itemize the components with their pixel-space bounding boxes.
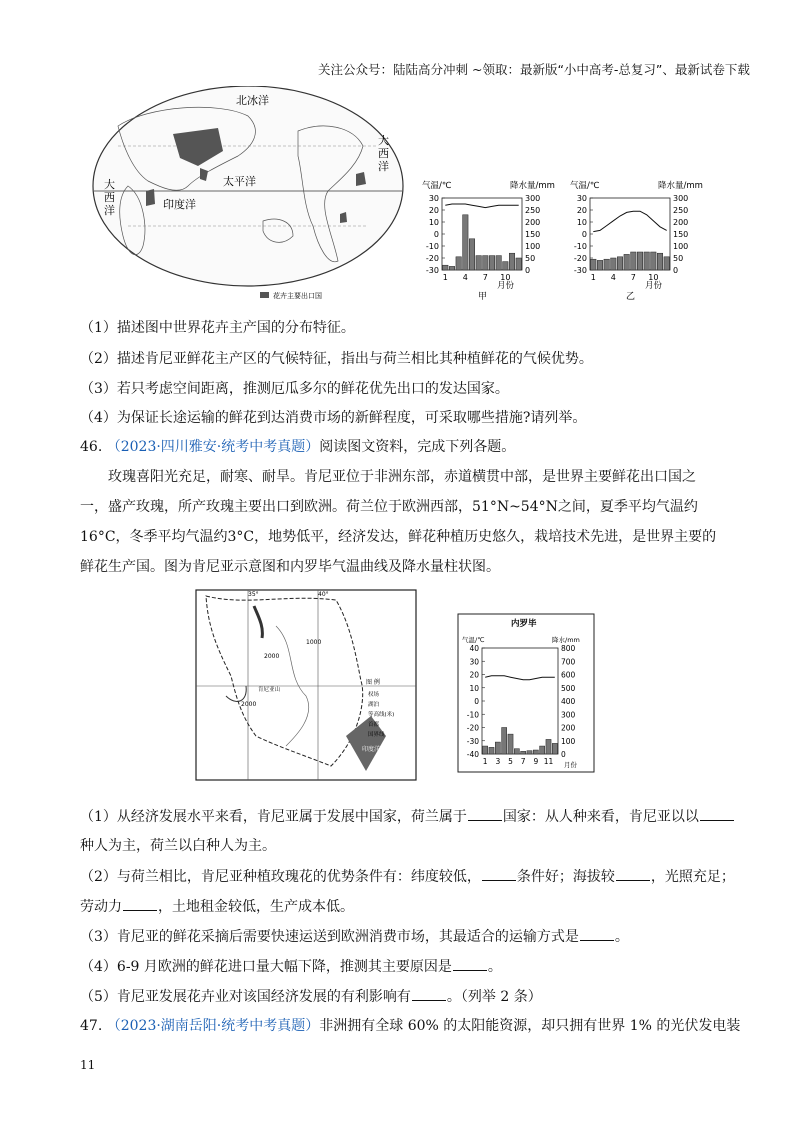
chart-b-precip-bar bbox=[611, 258, 616, 270]
legend-contour: 等高线(米) bbox=[368, 712, 395, 718]
nairobi-x-tick: 7 bbox=[520, 757, 526, 766]
chart-a-precip-bar bbox=[516, 258, 521, 270]
chart-a-right-tick: 150 bbox=[525, 230, 541, 239]
chart-b-right-tick: 100 bbox=[673, 242, 689, 251]
chart-a-x-tick: 4 bbox=[462, 273, 468, 282]
nairobi-precip-bar bbox=[514, 749, 519, 754]
nairobi-left-tick: -40 bbox=[466, 750, 479, 759]
answer-blank[interactable] bbox=[482, 866, 516, 881]
kenya-map bbox=[186, 586, 422, 786]
q46-item-1-cont: 种人为主，荷兰以白种人为主。 bbox=[80, 838, 276, 854]
arctic-label: 北冰洋 bbox=[236, 94, 269, 107]
chart-b-precip-bar bbox=[657, 253, 662, 270]
q46-source: （2023·四川雅安·统考中考真题） bbox=[106, 439, 320, 455]
nairobi-precip-bar bbox=[483, 746, 488, 754]
chart-a-precip-bar bbox=[476, 256, 481, 270]
answer-blank[interactable] bbox=[453, 956, 487, 971]
chart-a-right-title: 降水量/mm bbox=[510, 181, 555, 191]
contour-1000: 1000 bbox=[306, 639, 322, 646]
nairobi-precip-bar bbox=[502, 728, 507, 755]
chart-a-x-tick: 7 bbox=[482, 273, 488, 282]
contour-2000-a: 2000 bbox=[264, 653, 280, 660]
q45-item-2: （2）描述肯尼亚鲜花主产区的气候特征，指出与荷兰相比其种植鲜花的气候优势。 bbox=[80, 351, 593, 367]
chart-a-precip-bar bbox=[509, 253, 514, 270]
chart-b-left-tick: 10 bbox=[576, 218, 587, 227]
nairobi-precip-bar bbox=[540, 746, 545, 754]
chart-b-x-tick: 4 bbox=[610, 273, 616, 282]
atlantic-left-1: 大 bbox=[104, 178, 115, 191]
sea-label: 印度洋 bbox=[362, 746, 381, 753]
indian-label: 印度洋 bbox=[163, 198, 196, 211]
q47-number: 47. bbox=[80, 1018, 103, 1034]
chart-a-right-tick: 50 bbox=[525, 254, 536, 263]
q46-item-5: （5）肯尼亚发展花卉业对该国经济发展的有利影响有 。（列举 2 条） bbox=[80, 986, 542, 1007]
answer-blank[interactable] bbox=[616, 866, 650, 881]
nairobi-plot-frame bbox=[482, 648, 558, 754]
chart-b-left-title: 气温/℃ bbox=[570, 181, 600, 191]
nairobi-left-tick: -30 bbox=[466, 736, 479, 746]
nairobi-x-unit: 月份 bbox=[564, 761, 577, 769]
world-map bbox=[88, 86, 410, 308]
nairobi-left-tick: 0 bbox=[474, 697, 479, 706]
atlantic-right-2: 西 bbox=[378, 147, 389, 160]
nairobi-left-tick: -20 bbox=[466, 723, 479, 733]
chart-b-precip-bar bbox=[597, 260, 602, 270]
chart-b-label: 乙 bbox=[626, 292, 636, 302]
nairobi-left-tick: 10 bbox=[469, 683, 479, 693]
q46-item-1: （1）从经济发展水平来看，肯尼亚属于发展中国家，荷兰属于 国家：从人种来看，肯尼亚以以 bbox=[80, 806, 735, 827]
chart-b-right-tick: 250 bbox=[673, 206, 689, 215]
q46-item-2-cont: 劳动力 ，土地租金较低，生产成本低。 bbox=[80, 896, 354, 917]
chart-a-x-tick: 10 bbox=[500, 273, 511, 282]
chart-b-precip-bar bbox=[591, 259, 596, 270]
chart-b-left-tick: -20 bbox=[573, 254, 587, 263]
nairobi-right-tick: 500 bbox=[561, 683, 576, 693]
chart-a-left-tick: 0 bbox=[433, 230, 439, 239]
chart-a-precip-bar bbox=[449, 266, 454, 270]
answer-blank[interactable] bbox=[412, 986, 446, 1001]
legend-swatch bbox=[260, 292, 269, 298]
chart-a-precip-bar bbox=[443, 265, 448, 270]
nairobi-precip-bar bbox=[546, 739, 551, 754]
nairobi-chart bbox=[456, 612, 596, 774]
chart-a-left-tick: -30 bbox=[425, 266, 439, 275]
answer-blank[interactable] bbox=[580, 926, 614, 941]
q46-number: 46. bbox=[80, 439, 103, 455]
q45-item-3: （3）若只考虑空间距离，推测厄瓜多尔的鲜花优先出口的发达国家。 bbox=[80, 381, 509, 397]
atlantic-left-3: 洋 bbox=[104, 204, 115, 217]
nairobi-temp-line bbox=[485, 676, 555, 680]
legend-capital: 权场 bbox=[368, 692, 380, 698]
chart-b-precip-bar bbox=[624, 254, 629, 270]
page-number: 11 bbox=[80, 1058, 96, 1072]
chart-b-precip-bar bbox=[644, 252, 649, 270]
chart-a-precip-bar bbox=[469, 239, 474, 270]
chart-a-left-tick: 10 bbox=[428, 218, 439, 227]
chart-a-left-tick: -10 bbox=[425, 242, 439, 251]
nairobi-left-title: 气温/℃ bbox=[462, 636, 485, 644]
chart-a-precip-bar bbox=[456, 257, 461, 270]
chart-b-left-tick: -10 bbox=[573, 242, 587, 251]
chart-a-right-tick: 300 bbox=[525, 194, 541, 203]
chart-a-right-tick: 0 bbox=[525, 266, 531, 275]
nairobi-x-tick: 1 bbox=[482, 757, 488, 766]
q46-item-4: （4）6-9 月欧洲的鲜花进口量大幅下降，推测其主要原因是 。 bbox=[80, 956, 502, 977]
nairobi-x-tick: 11 bbox=[543, 757, 554, 766]
contour-2000-b: 2000 bbox=[241, 701, 257, 708]
nairobi-left-tick: -10 bbox=[466, 710, 479, 720]
chart-a-right-tick: 200 bbox=[525, 218, 541, 227]
atlantic-left-2: 西 bbox=[104, 191, 115, 204]
nairobi-precip-bar bbox=[508, 734, 513, 754]
chart-b-left-tick: 20 bbox=[576, 206, 587, 215]
nairobi-right-tick: 700 bbox=[561, 657, 576, 667]
nairobi-left-tick: 40 bbox=[469, 644, 479, 653]
chart-a-temp-line bbox=[445, 204, 518, 208]
chart-b-right-tick: 0 bbox=[673, 266, 679, 275]
lon-40: 40° bbox=[318, 591, 329, 598]
climate-chart-b bbox=[568, 178, 718, 303]
header-note: 关注公众号：陆陆高分冲刺 ~领取：最新版“小中高考-总复习”、最新试卷下载 bbox=[318, 62, 750, 77]
nairobi-right-tick: 0 bbox=[561, 750, 566, 759]
pacific-label: 太平洋 bbox=[223, 175, 256, 188]
atlantic-right-1: 大 bbox=[378, 134, 389, 147]
chart-a-right-tick: 250 bbox=[525, 206, 541, 215]
chart-b-left-tick: 0 bbox=[581, 230, 587, 239]
nairobi-precip-bar bbox=[533, 750, 538, 754]
nairobi-x-tick: 5 bbox=[508, 757, 513, 766]
chart-b-x-unit: 月份 bbox=[645, 281, 663, 291]
chart-b-right-tick: 300 bbox=[673, 194, 689, 203]
nairobi-precip-bar bbox=[527, 751, 532, 754]
nairobi-right-title: 降水/mm bbox=[552, 636, 580, 644]
chart-b-temp-line bbox=[593, 211, 666, 231]
chart-a-x-unit: 月份 bbox=[497, 281, 515, 291]
climate-chart-a bbox=[420, 178, 570, 303]
kenya-map-frame bbox=[196, 590, 416, 780]
chart-a-precip-bar bbox=[463, 215, 468, 270]
answer-blank[interactable] bbox=[468, 806, 502, 821]
answer-blank[interactable] bbox=[700, 806, 734, 821]
chart-b-right-tick: 150 bbox=[673, 230, 689, 239]
nairobi-precip-bar bbox=[495, 742, 500, 754]
chart-a-left-tick: -20 bbox=[425, 254, 439, 263]
q45-item-1: （1）描述图中世界花卉主产国的分布特征。 bbox=[80, 320, 355, 336]
chart-b-precip-bar bbox=[617, 257, 622, 270]
legend-lake: 湖泊 bbox=[368, 702, 380, 708]
q47-text: 非洲拥有全球 60% 的太阳能资源，却只拥有世界 1% 的光伏发电装 bbox=[319, 1018, 741, 1034]
legend-border: 国界线 bbox=[368, 732, 385, 738]
legend-title: 图 例 bbox=[366, 679, 380, 686]
q46-heading bbox=[80, 437, 515, 457]
chart-b-precip-bar bbox=[664, 257, 669, 270]
nairobi-right-tick: 200 bbox=[561, 723, 576, 733]
nairobi-right-tick: 800 bbox=[561, 644, 576, 653]
nairobi-left-tick: 30 bbox=[469, 657, 479, 667]
q45-item-4: （4）为保证长途运输的鲜花到达消费市场的新鲜程度，可采取哪些措施?请列举。 bbox=[80, 410, 587, 426]
atlantic-right-3: 洋 bbox=[378, 160, 389, 173]
nairobi-precip-bar bbox=[552, 743, 557, 754]
chart-b-left-tick: -30 bbox=[573, 266, 587, 275]
chart-b-right-tick: 200 bbox=[673, 218, 689, 227]
nairobi-precip-bar bbox=[489, 747, 494, 754]
q46-item-2: （2）与荷兰相比，肯尼亚种植玫瑰花的优势条件有：纬度较低， 条件好；海拔较 ，光照充足； bbox=[80, 866, 735, 887]
nairobi-x-tick: 9 bbox=[533, 757, 539, 766]
nairobi-right-tick: 100 bbox=[561, 736, 576, 746]
chart-b-precip-bar bbox=[631, 252, 636, 270]
chart-a-right-tick: 100 bbox=[525, 242, 541, 251]
q46-item-3: （3）肯尼亚的鲜花采摘后需要快速运送到欧洲消费市场，其最适合的运输方式是 。 bbox=[80, 926, 629, 947]
place-label: 肯尼亚山 bbox=[258, 687, 281, 693]
chart-b-precip-bar bbox=[651, 252, 656, 270]
chart-b-precip-bar bbox=[604, 259, 609, 270]
chart-b-x-tick: 1 bbox=[590, 273, 596, 282]
chart-a-precip-bar bbox=[503, 262, 508, 270]
chart-b-left-tick: 30 bbox=[576, 194, 587, 203]
kenya-exporter bbox=[146, 189, 155, 206]
q46-intro: 阅读图文资料，完成下列各题。 bbox=[319, 439, 516, 455]
answer-blank[interactable] bbox=[123, 896, 157, 911]
chart-a-x-tick: 1 bbox=[442, 273, 448, 282]
nairobi-left-tick: 20 bbox=[469, 670, 479, 680]
nairobi-right-tick: 600 bbox=[561, 670, 576, 680]
q47-heading bbox=[80, 1016, 740, 1036]
chart-a-left-tick: 20 bbox=[428, 206, 439, 215]
chart-b-precip-bar bbox=[637, 252, 642, 270]
nairobi-title: 内罗毕 bbox=[511, 619, 537, 629]
chart-a-left-tick: 30 bbox=[428, 194, 439, 203]
nairobi-x-tick: 3 bbox=[495, 757, 501, 766]
chart-a-label: 甲 bbox=[478, 292, 488, 302]
chart-b-right-tick: 50 bbox=[673, 254, 684, 263]
chart-a-precip-bar bbox=[496, 256, 501, 270]
chart-b-x-tick: 10 bbox=[648, 273, 659, 282]
chart-a-precip-bar bbox=[489, 256, 494, 270]
legend-city: 首都 bbox=[368, 722, 380, 728]
chart-b-x-tick: 7 bbox=[630, 273, 636, 282]
nairobi-right-tick: 300 bbox=[561, 710, 576, 720]
nairobi-right-tick: 400 bbox=[561, 697, 576, 706]
nairobi-precip-bar bbox=[521, 751, 526, 754]
lon-35: 35° bbox=[248, 591, 259, 598]
chart-b-right-title: 降水量/mm bbox=[658, 181, 703, 191]
q46-passage: 玫瑰喜阳光充足，耐寒、耐旱。肯尼亚位于非洲东部，赤道横贯中部，是世界主要鲜花出口国之一，盛产玫瑰，所产玫瑰主要出口到欧洲。荷兰位于欧洲西部，51°N~54°N之间，夏季平均气温约16°C，冬季平均气温约3°C，地势低平，经济发达，鲜花种植历史悠久，栽培技术先进，是世界主要的鲜花生产国。图为肯尼亚示意图和内罗毕气温曲线及降水量柱状图。 bbox=[80, 469, 717, 575]
q47-source: （2023·湖南岳阳·统考中考真题） bbox=[106, 1018, 320, 1034]
legend-label: 花卉主要出口国 bbox=[273, 292, 322, 300]
chart-a-precip-bar bbox=[483, 256, 488, 270]
chart-a-left-title: 气温/℃ bbox=[422, 181, 452, 191]
